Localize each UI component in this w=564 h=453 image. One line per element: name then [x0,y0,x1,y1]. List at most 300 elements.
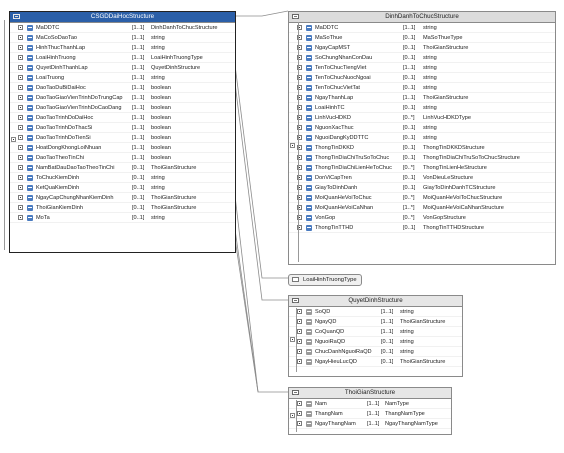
attribute-name: NguonXacThuc [315,124,354,131]
attribute-type: boolean [151,94,171,101]
attribute-type: ThongTinDiaChiTruSoToChucStructure [423,154,520,161]
attribute-type: string [423,64,437,71]
csgd-attribute-row[interactable] [10,83,235,93]
dinhdanh-attribute-row[interactable] [289,23,555,33]
dinhdanh-attribute-row[interactable] [289,163,555,173]
attribute-type: NgayThangNamType [385,420,438,427]
choice-expander-icon[interactable] [290,413,295,418]
csgd-attribute-row[interactable] [10,53,235,63]
element-icon [27,215,33,221]
attribute-multiplicity: [1..1] [367,420,380,427]
attribute-multiplicity: [0..1] [381,358,394,365]
element-icon [27,45,33,51]
attribute-name: TenToChucTiengViet [315,64,367,71]
attribute-type: ThoiGianStructure [151,164,197,171]
element-icon [306,165,312,171]
element-icon [27,35,33,41]
csgd-attribute-row[interactable] [10,133,235,143]
element-icon [306,105,312,111]
element-icon [27,85,33,91]
element-icon [306,195,312,201]
attribute-name: SoQD [315,308,331,315]
attribute-type: ThangNamType [385,410,425,417]
element-icon [27,115,33,121]
attribute-type: ThoiGianStructure [151,204,197,211]
csgd-attribute-row[interactable] [10,143,235,153]
expand-icon[interactable] [18,35,23,40]
attribute-multiplicity: [0..1] [403,134,416,141]
thoigian-attribute-list [289,399,451,429]
dinhdanh-attribute-row[interactable] [289,213,555,223]
connector-loaihinh [234,57,288,278]
attribute-type: string [400,338,414,345]
attribute-type: boolean [151,84,171,91]
structure-icon [13,14,20,19]
element-icon [306,135,312,141]
quyetdinh-attribute-row[interactable] [289,357,462,367]
element-icon [306,349,312,355]
element-icon [306,75,312,81]
element-icon [306,125,312,131]
dinhdanh-attribute-row[interactable] [289,193,555,203]
element-icon [306,115,312,121]
thoigian-header[interactable] [289,388,451,399]
dinhdanh-attribute-row[interactable] [289,183,555,193]
quyetdinh-attribute-row[interactable] [289,307,462,317]
dinhdanh-attribute-row[interactable] [289,93,555,103]
element-icon [306,185,312,191]
dinhdanh-attribute-row[interactable] [289,133,555,143]
csgd-attribute-row[interactable] [10,163,235,173]
expand-icon[interactable] [18,205,23,210]
attribute-type: MoiQuanHeVoiToChucStructure [423,194,503,201]
dinhdanh-attribute-row[interactable] [289,33,555,43]
attribute-multiplicity: [0..1] [403,34,416,41]
attribute-type: DinhDanhToChucStructure [151,24,218,31]
element-icon [27,145,33,151]
attribute-type: string [400,348,414,355]
attribute-type: ThongTinTTHDStructure [423,224,485,231]
attribute-name: DaoTaoDuBiDaiHoc [36,84,86,91]
element-icon [27,75,33,81]
attribute-multiplicity: [0..*] [403,164,415,171]
dinhdanh-attribute-row[interactable] [289,43,555,53]
element-icon [306,319,312,325]
attribute-name: DaoTaoGiaoVienTrinhDoTrungCap [36,94,123,101]
attribute-multiplicity: [1..*] [403,204,415,211]
attribute-name: MaCoSoDaoTao [36,34,78,41]
attribute-multiplicity: [0..*] [403,214,415,221]
attribute-multiplicity: [1..1] [367,410,380,417]
csgd-attribute-row[interactable] [10,153,235,163]
csgd-attribute-row[interactable] [10,193,235,203]
element-icon [27,185,33,191]
dinhdanh-attribute-row[interactable] [289,153,555,163]
attribute-multiplicity: [1..1] [132,124,145,131]
attribute-type: ThoiGianStructure [423,94,469,101]
attribute-multiplicity: [0..1] [403,84,416,91]
attribute-type: boolean [151,104,171,111]
attribute-name: MaDDTC [36,24,60,31]
attribute-multiplicity: [1..1] [132,84,145,91]
dinhdanh-attribute-row[interactable] [289,123,555,133]
structure-icon [292,14,299,19]
element-icon [27,205,33,211]
sequence-bracket [298,22,304,262]
attribute-multiplicity: [0..1] [403,154,416,161]
dinhdanh-attribute-row[interactable] [289,53,555,63]
attribute-name: MaSoThue [315,34,343,41]
element-icon [27,135,33,141]
element-icon [306,35,312,41]
sequence-expander-icon[interactable] [11,137,16,142]
attribute-type: string [400,328,414,335]
element-icon [27,175,33,181]
attribute-multiplicity: [1..1] [132,154,145,161]
attribute-type: string [151,44,165,51]
dinhdanh-attribute-row[interactable] [289,223,555,233]
attribute-name: MoTa [36,214,50,221]
attribute-multiplicity: [1..1] [132,74,145,81]
element-icon [306,329,312,335]
quyetdinh-attribute-row[interactable] [289,327,462,337]
attribute-multiplicity: [0..1] [132,194,145,201]
attribute-multiplicity: [1..1] [367,400,380,407]
attribute-name: Nam [315,400,327,407]
expand-icon[interactable] [18,95,23,100]
element-icon [27,95,33,101]
expand-icon[interactable] [18,195,23,200]
dinhdanh-title: DinhDanhToChucStructure [385,13,459,20]
csgd-attribute-row[interactable] [10,183,235,193]
attribute-multiplicity: [0..1] [403,44,416,51]
expand-icon[interactable] [18,155,23,160]
csgd-attribute-row[interactable] [10,103,235,113]
quyetdinh-attribute-row[interactable] [289,337,462,347]
attribute-name: NgayHieuLucQD [315,358,357,365]
expand-icon[interactable] [18,85,23,90]
element-icon [306,421,312,427]
attribute-name: VonGop [315,214,336,221]
element-icon [27,65,33,71]
attribute-multiplicity: [1..1] [403,24,416,31]
attribute-multiplicity: [0..*] [403,194,415,201]
attribute-type: GiayToDinhDanhTCStructure [423,184,496,191]
dinhdanh-attribute-list [289,23,555,233]
expand-icon[interactable] [18,105,23,110]
quyetdinh-attribute-row[interactable] [289,317,462,327]
dinhdanh-attribute-row[interactable] [289,143,555,153]
attribute-name: ThangNam [315,410,343,417]
attribute-type: string [400,308,414,315]
attribute-multiplicity: [0..1] [403,74,416,81]
attribute-multiplicity: [1..1] [381,318,394,325]
attribute-name: TenToChucNuocNgoai [315,74,371,81]
csgd-attribute-row[interactable] [10,43,235,53]
expand-icon[interactable] [18,115,23,120]
dinhdanh-attribute-row[interactable] [289,113,555,123]
attribute-name: ThongTinDKKD [315,144,354,151]
csgd-attribute-row[interactable] [10,93,235,103]
attribute-multiplicity: [0..1] [381,348,394,355]
expand-icon[interactable] [18,185,23,190]
thoigian-title: ThoiGianStructure [344,389,396,396]
element-icon [27,165,33,171]
element-icon [306,65,312,71]
sequence-expander-icon[interactable] [290,337,295,342]
csgd-attribute-row[interactable] [10,173,235,183]
attribute-type: boolean [151,124,171,131]
attribute-multiplicity: [1..1] [132,144,145,151]
attribute-name: HoatDongKhongLoiNhuan [36,144,102,151]
element-icon [27,25,33,31]
csgd-attribute-row[interactable] [10,123,235,133]
element-icon [306,401,312,407]
element-icon [306,25,312,31]
thoigian-attribute-row[interactable] [289,399,451,409]
attribute-multiplicity: [0..1] [132,214,145,221]
attribute-type: boolean [151,134,171,141]
quyetdinh-header[interactable] [289,296,462,307]
thoigian-structure-box[interactable] [288,387,452,435]
attribute-name: NgayThangNam [315,420,356,427]
quyetdinh-attribute-list [289,307,462,367]
element-icon [306,55,312,61]
expand-icon[interactable] [18,135,23,140]
attribute-name: LinhVucHDKD [315,114,351,121]
expand-icon[interactable] [18,145,23,150]
attribute-multiplicity: [1..1] [132,44,145,51]
dinhdanh-attribute-row[interactable] [289,83,555,93]
attribute-multiplicity: [0..1] [403,104,416,111]
thoigian-attribute-row[interactable] [289,419,451,429]
attribute-name: DaoTaoGiaoVienTrinhDoCaoDang [36,104,122,111]
expand-icon[interactable] [18,25,23,30]
dinhdanh-attribute-row[interactable] [289,173,555,183]
element-icon [306,85,312,91]
attribute-name: DaoTaoTrinhDoTienSi [36,134,91,141]
dinhdanh-attribute-row[interactable] [289,73,555,83]
attribute-multiplicity: [0..1] [403,54,416,61]
element-icon [27,155,33,161]
element-icon [306,45,312,51]
loaihinh-title: LoaiHinhTruongType [303,277,357,283]
attribute-name: MoiQuanHeVoiCaNhan [315,204,374,211]
attribute-type: ThongTinDKKDStructure [423,144,485,151]
attribute-multiplicity: [1..1] [403,64,416,71]
attribute-type: string [423,84,437,91]
element-icon [306,309,312,315]
attribute-type: string [423,134,437,141]
csgd-attribute-row[interactable] [10,203,235,213]
connector-thoigian-3 [234,232,258,392]
dinhdanh-attribute-row[interactable] [289,63,555,73]
attribute-name: NamBatDauDaoTaoTheoTinChi [36,164,115,171]
attribute-name: ChucDanhNguoiRaQD [315,348,372,355]
sequence-bracket [4,20,10,250]
attribute-multiplicity: [1..1] [132,134,145,141]
csgd-title: CSGDDaiHocStructure [90,13,155,20]
attribute-multiplicity: [0..1] [132,204,145,211]
attribute-multiplicity: [0..1] [132,184,145,191]
attribute-name: NgayThanhLap [315,94,354,101]
element-icon [306,215,312,221]
attribute-type: LoaiHinhTruongType [151,54,203,61]
attribute-name: ThoiGianKiemDinh [36,204,83,211]
quyetdinh-attribute-row[interactable] [289,347,462,357]
connector-dinhdanh [234,11,288,16]
element-icon [306,359,312,365]
attribute-name: ThongTinDiaChiTruSoToChuc [315,154,390,161]
expand-icon[interactable] [18,165,23,170]
attribute-multiplicity: [1..1] [132,24,145,31]
thoigian-attribute-row[interactable] [289,409,451,419]
attribute-type: ThoiGianStructure [151,194,197,201]
attribute-name: TenToChucVietTat [315,84,360,91]
attribute-multiplicity: [1..1] [132,34,145,41]
attribute-type: string [423,74,437,81]
attribute-name: LoaiTruong [36,74,65,81]
attribute-multiplicity: [1..1] [381,328,394,335]
csgd-structure-box[interactable] [9,11,236,253]
attribute-type: VonGopStructure [423,214,466,221]
attribute-multiplicity: [0..1] [132,164,145,171]
attribute-type: QuyetDinhStructure [151,64,201,71]
attribute-name: DaoTaoTrinhDoDaiHoc [36,114,94,121]
element-icon [306,155,312,161]
attribute-type: boolean [151,144,171,151]
element-icon [27,105,33,111]
quyetdinh-title: QuyetDinhStructure [348,297,403,304]
attribute-multiplicity: [0..1] [403,124,416,131]
expand-icon[interactable] [18,175,23,180]
attribute-multiplicity: [1..1] [381,308,394,315]
attribute-multiplicity: [1..1] [403,94,416,101]
expand-icon[interactable] [18,55,23,60]
attribute-type: boolean [151,114,171,121]
attribute-type: ThoiGianStructure [423,44,469,51]
attribute-name: MaDDTC [315,24,339,31]
structure-icon [292,390,299,395]
csgd-attribute-row[interactable] [10,33,235,43]
attribute-name: NguoiRaQD [315,338,346,345]
attribute-name: CoQuanQD [315,328,345,335]
attribute-name: NgayCapMST [315,44,351,51]
attribute-multiplicity: [0..1] [403,144,416,151]
csgd-attribute-row[interactable] [10,213,235,223]
attribute-name: QuyetDinhThanhLap [36,64,88,71]
attribute-type: string [423,104,437,111]
element-icon [306,205,312,211]
attribute-type: string [151,184,165,191]
dinhdanh-structure-box[interactable] [288,11,556,265]
attribute-name: KetQuaKiemDinh [36,184,80,191]
attribute-name: DonViCapTren [315,174,352,181]
type-icon [292,277,299,282]
attribute-type: ThoiGianStructure [400,358,446,365]
attribute-type: ThongTinLienHeStructure [423,164,487,171]
attribute-type: string [151,214,165,221]
attribute-type: LinhVucHDKDType [423,114,471,121]
attribute-name: LoaiHinhTruong [36,54,76,61]
attribute-multiplicity: [1..1] [132,94,145,101]
expand-icon[interactable] [18,125,23,130]
attribute-name: ToChucKiemDinh [36,174,80,181]
attribute-type: NamType [385,400,409,407]
attribute-name: HinhThucThanhLap [36,44,86,51]
attribute-multiplicity: [1..1] [132,114,145,121]
connector-quyetdinh [234,75,288,300]
element-icon [306,411,312,417]
expand-icon[interactable] [18,45,23,50]
expand-icon[interactable] [18,215,23,220]
element-icon [306,225,312,231]
attribute-type: string [423,124,437,131]
sequence-expander-icon[interactable] [290,143,295,148]
attribute-name: GiayToDinhDanh [315,184,358,191]
csgd-attribute-list [10,23,235,223]
attribute-name: NgayCapChungNhanKiemDinh [36,194,114,201]
attribute-multiplicity: [0..1] [132,174,145,181]
quyetdinh-structure-box[interactable] [288,295,463,377]
attribute-name: DaoTaoTrinhDoThacSi [36,124,93,131]
element-icon [306,145,312,151]
attribute-multiplicity: [1..1] [132,54,145,61]
attribute-name: NgayQD [315,318,337,325]
dinhdanh-header[interactable] [289,12,555,23]
attribute-type: string [423,54,437,61]
element-icon [27,125,33,131]
attribute-name: DaoTaoTheoTinChi [36,154,84,161]
attribute-name: ThongTinDiaChiLienHeToChuc [315,164,392,171]
dinhdanh-attribute-row[interactable] [289,203,555,213]
expand-icon[interactable] [18,65,23,70]
attribute-multiplicity: [0..1] [403,224,416,231]
attribute-type: MoiQuanHeVoiCaNhanStructure [423,204,504,211]
element-icon [306,95,312,101]
attribute-name: LoaiHinhTC [315,104,345,111]
structure-icon [292,298,299,303]
attribute-name: NguoiDangKyDDTTC [315,134,369,141]
csgd-attribute-row[interactable] [10,63,235,73]
dinhdanh-attribute-row[interactable] [289,103,555,113]
element-icon [306,175,312,181]
csgd-header[interactable] [10,12,235,23]
element-icon [27,195,33,201]
attribute-multiplicity: [0..*] [403,114,415,121]
attribute-type: VonDieuLeStructure [423,174,474,181]
attribute-type: string [151,74,165,81]
element-icon [306,339,312,345]
attribute-multiplicity: [0..1] [403,174,416,181]
csgd-attribute-row[interactable] [10,23,235,33]
attribute-type: string [151,34,165,41]
attribute-multiplicity: [1..1] [132,64,145,71]
attribute-name: SoChungNhanConDau [315,54,373,61]
attribute-type: ThoiGianStructure [400,318,446,325]
attribute-multiplicity: [0..1] [381,338,394,345]
loaihinhtruong-type-box[interactable] [288,274,362,286]
element-icon [27,55,33,61]
csgd-attribute-row[interactable] [10,113,235,123]
attribute-type: boolean [151,154,171,161]
csgd-attribute-row[interactable] [10,73,235,83]
expand-icon[interactable] [18,75,23,80]
choice-bracket [296,400,302,432]
sequence-bracket [296,308,302,372]
attribute-multiplicity: [0..1] [403,184,416,191]
attribute-name: MoiQuanHeVoiToChuc [315,194,372,201]
